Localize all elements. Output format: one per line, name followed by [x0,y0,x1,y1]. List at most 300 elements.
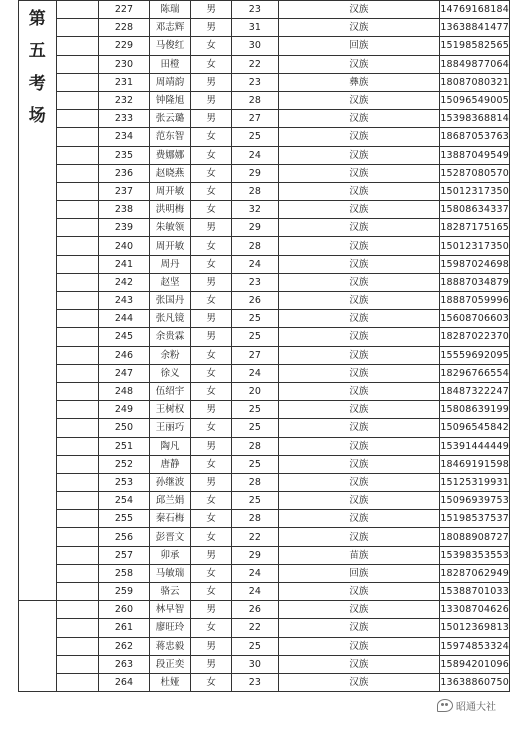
name-cell: 周开敏 [149,182,190,200]
phone-cell: 15894201096 [440,655,510,673]
table-row [19,637,510,655]
age-cell: 28 [232,237,278,255]
name-cell: 廖旺玲 [149,619,190,637]
ethnicity-cell: 汉族 [278,473,440,491]
age-cell: 23 [232,273,278,291]
seat-number-cell: 260 [99,601,150,619]
seat-number-cell: 235 [99,146,150,164]
blank-cell [56,164,99,182]
gender-cell: 男 [191,310,232,328]
seat-number-cell: 242 [99,273,150,291]
table-row [19,564,510,582]
gender-cell: 男 [191,273,232,291]
gender-cell: 女 [191,419,232,437]
age-cell: 32 [232,201,278,219]
blank-cell [56,110,99,128]
blank-cell [56,19,99,37]
phone-cell: 15012369813 [440,619,510,637]
phone-cell: 18087080321 [440,73,510,91]
phone-cell: 15287080570 [440,164,510,182]
blank-cell [56,673,99,691]
table-row [19,146,510,164]
phone-cell: 13638860750 [440,673,510,691]
phone-cell: 18849877064 [440,55,510,73]
table-row [19,201,510,219]
blank-cell [56,91,99,109]
blank-cell [56,601,99,619]
gender-cell: 男 [191,655,232,673]
blank-cell [56,273,99,291]
exam-room-label [19,1,57,601]
gender-cell: 女 [191,146,232,164]
phone-cell: 15608706603 [440,310,510,328]
age-cell: 22 [232,55,278,73]
ethnicity-cell: 汉族 [278,382,440,400]
exam-room-char: 考 [28,73,46,94]
ethnicity-cell: 汉族 [278,419,440,437]
age-cell: 26 [232,601,278,619]
name-cell: 赵晓燕 [149,164,190,182]
gender-cell: 女 [191,528,232,546]
name-cell: 徐义 [149,364,190,382]
name-cell: 张国丹 [149,292,190,310]
table-row [19,164,510,182]
ethnicity-cell: 汉族 [278,110,440,128]
gender-cell: 男 [191,473,232,491]
name-cell: 杜娅 [149,673,190,691]
ethnicity-cell: 汉族 [278,182,440,200]
table-row [19,364,510,382]
ethnicity-cell: 汉族 [278,455,440,473]
ethnicity-cell: 汉族 [278,55,440,73]
seat-number-cell: 249 [99,401,150,419]
table-row [19,382,510,400]
name-cell: 余粉 [149,346,190,364]
table-row [19,182,510,200]
age-cell: 28 [232,182,278,200]
seat-number-cell: 233 [99,110,150,128]
name-cell: 钟隆旭 [149,91,190,109]
ethnicity-cell: 汉族 [278,364,440,382]
blank-cell [56,182,99,200]
ethnicity-cell: 汉族 [278,273,440,291]
ethnicity-cell: 汉族 [278,510,440,528]
ethnicity-cell: 汉族 [278,255,440,273]
watermark-text: 昭通大社 [456,702,496,713]
phone-cell: 15974853324 [440,637,510,655]
ethnicity-cell: 汉族 [278,655,440,673]
ethnicity-cell: 汉族 [278,437,440,455]
ethnicity-cell: 汉族 [278,637,440,655]
table-row [19,128,510,146]
phone-cell: 18887059996 [440,292,510,310]
ethnicity-cell: 汉族 [278,328,440,346]
gender-cell: 女 [191,564,232,582]
name-cell: 邓志辉 [149,19,190,37]
gender-cell: 男 [191,401,232,419]
gender-cell: 女 [191,455,232,473]
ethnicity-cell: 汉族 [278,19,440,37]
age-cell: 20 [232,382,278,400]
gender-cell: 女 [191,292,232,310]
seat-number-cell: 264 [99,673,150,691]
blank-cell [56,146,99,164]
blank-cell [56,655,99,673]
table-row [19,601,510,619]
ethnicity-cell: 汉族 [278,201,440,219]
phone-cell: 18487322247 [440,382,510,400]
table-row [19,237,510,255]
table-row [19,546,510,564]
name-cell: 洪明梅 [149,201,190,219]
gender-cell: 女 [191,164,232,182]
phone-cell: 18287062949 [440,564,510,582]
exam-room-char: 场 [28,105,46,126]
blank-cell [56,310,99,328]
table-row [19,437,510,455]
seat-number-cell: 228 [99,19,150,37]
table-row [19,455,510,473]
age-cell: 24 [232,255,278,273]
gender-cell: 男 [191,19,232,37]
age-cell: 22 [232,528,278,546]
seat-number-cell: 251 [99,437,150,455]
age-cell: 29 [232,219,278,237]
age-cell: 25 [232,492,278,510]
ethnicity-cell: 汉族 [278,146,440,164]
seat-number-cell: 246 [99,346,150,364]
phone-cell: 15198537537 [440,510,510,528]
seat-number-cell: 243 [99,292,150,310]
seat-number-cell: 237 [99,182,150,200]
age-cell: 25 [232,419,278,437]
blank-cell [56,292,99,310]
gender-cell: 女 [191,510,232,528]
name-cell: 张凡镜 [149,310,190,328]
gender-cell: 女 [191,583,232,601]
table-row [19,510,510,528]
phone-cell: 18887034879 [440,273,510,291]
seat-number-cell: 262 [99,637,150,655]
name-cell: 彭晋文 [149,528,190,546]
age-cell: 25 [232,128,278,146]
age-cell: 24 [232,146,278,164]
seat-number-cell: 252 [99,455,150,473]
blank-cell [56,346,99,364]
seat-number-cell: 256 [99,528,150,546]
phone-cell: 15808639199 [440,401,510,419]
gender-cell: 女 [191,55,232,73]
gender-cell: 女 [191,673,232,691]
phone-cell: 13638841477 [440,19,510,37]
ethnicity-cell: 汉族 [278,346,440,364]
seat-number-cell: 231 [99,73,150,91]
age-cell: 25 [232,401,278,419]
blank-cell [56,201,99,219]
blank-cell [56,473,99,491]
blank-cell [56,219,99,237]
name-cell: 林早智 [149,601,190,619]
table-row [19,292,510,310]
age-cell: 26 [232,292,278,310]
blank-cell [56,255,99,273]
table-row [19,328,510,346]
seat-number-cell: 250 [99,419,150,437]
phone-cell: 15808634337 [440,201,510,219]
phone-cell: 18088908727 [440,528,510,546]
phone-cell: 18287022370 [440,328,510,346]
age-cell: 25 [232,310,278,328]
phone-cell: 15388701033 [440,583,510,601]
name-cell: 骆云 [149,583,190,601]
seat-number-cell: 230 [99,55,150,73]
age-cell: 24 [232,564,278,582]
blank-cell [56,37,99,55]
gender-cell: 女 [191,182,232,200]
gender-cell: 男 [191,73,232,91]
name-cell: 孙继波 [149,473,190,491]
gender-cell: 女 [191,237,232,255]
seat-number-cell: 261 [99,619,150,637]
blank-cell [56,55,99,73]
seat-number-cell: 236 [99,164,150,182]
name-cell: 周开敏 [149,237,190,255]
blank-cell [56,128,99,146]
phone-cell: 14769168184 [440,1,510,19]
name-cell: 唐静 [149,455,190,473]
ethnicity-cell: 回族 [278,564,440,582]
watermark [437,698,496,713]
table-row [19,73,510,91]
age-cell: 27 [232,346,278,364]
blank-cell [56,419,99,437]
phone-cell: 18469191598 [440,455,510,473]
gender-cell: 女 [191,128,232,146]
name-cell: 赵坚 [149,273,190,291]
ethnicity-cell: 汉族 [278,492,440,510]
seat-number-cell: 241 [99,255,150,273]
blank-cell [56,637,99,655]
table-row [19,528,510,546]
exam-room-char: 五 [28,41,46,62]
blank-cell [56,619,99,637]
ethnicity-cell: 回族 [278,37,440,55]
ethnicity-cell: 汉族 [278,91,440,109]
gender-cell: 男 [191,219,232,237]
seat-number-cell: 263 [99,655,150,673]
table-row [19,55,510,73]
ethnicity-cell: 汉族 [278,1,440,19]
phone-cell: 18287175165 [440,219,510,237]
seat-number-cell: 259 [99,583,150,601]
phone-cell: 13308704626 [440,601,510,619]
exam-room-label-next [19,601,57,692]
blank-cell [56,455,99,473]
blank-cell [56,564,99,582]
seat-number-cell: 244 [99,310,150,328]
name-cell: 朱敏领 [149,219,190,237]
age-cell: 28 [232,510,278,528]
name-cell: 伍绍宇 [149,382,190,400]
phone-cell: 15096549005 [440,91,510,109]
ethnicity-cell: 汉族 [278,128,440,146]
age-cell: 28 [232,473,278,491]
name-cell: 费娜娜 [149,146,190,164]
ethnicity-cell: 汉族 [278,401,440,419]
gender-cell: 女 [191,346,232,364]
seat-number-cell: 254 [99,492,150,510]
gender-cell: 女 [191,37,232,55]
seat-number-cell: 258 [99,564,150,582]
table-row [19,419,510,437]
gender-cell: 男 [191,1,232,19]
table-row [19,255,510,273]
table-row [19,346,510,364]
chat-bubble-icon [437,699,453,712]
phone-cell: 13887049549 [440,146,510,164]
phone-cell: 18296766554 [440,364,510,382]
name-cell: 马敏瑞 [149,564,190,582]
age-cell: 23 [232,73,278,91]
blank-cell [56,583,99,601]
gender-cell: 女 [191,364,232,382]
phone-cell: 15012317350 [440,182,510,200]
age-cell: 23 [232,673,278,691]
age-cell: 22 [232,619,278,637]
seat-number-cell: 247 [99,364,150,382]
blank-cell [56,364,99,382]
age-cell: 28 [232,91,278,109]
seat-number-cell: 255 [99,510,150,528]
seat-number-cell: 227 [99,1,150,19]
gender-cell: 男 [191,546,232,564]
phone-cell: 15398368814 [440,110,510,128]
age-cell: 25 [232,455,278,473]
seat-number-cell: 238 [99,201,150,219]
table-row [19,110,510,128]
ethnicity-cell: 汉族 [278,619,440,637]
seat-number-cell: 229 [99,37,150,55]
gender-cell: 女 [191,255,232,273]
gender-cell: 女 [191,382,232,400]
phone-cell: 15987024698 [440,255,510,273]
table-row [19,583,510,601]
ethnicity-cell: 汉族 [278,310,440,328]
blank-cell [56,437,99,455]
phone-cell: 15398353553 [440,546,510,564]
blank-cell [56,328,99,346]
age-cell: 27 [232,110,278,128]
seat-number-cell: 240 [99,237,150,255]
seat-number-cell: 245 [99,328,150,346]
name-cell: 马俊红 [149,37,190,55]
ethnicity-cell: 汉族 [278,292,440,310]
table-row [19,492,510,510]
age-cell: 28 [232,437,278,455]
phone-cell: 18687053763 [440,128,510,146]
name-cell: 周丹 [149,255,190,273]
gender-cell: 男 [191,601,232,619]
seat-number-cell: 234 [99,128,150,146]
ethnicity-cell: 汉族 [278,673,440,691]
gender-cell: 男 [191,437,232,455]
table-row [19,619,510,637]
ethnicity-cell: 彝族 [278,73,440,91]
name-cell: 张云璐 [149,110,190,128]
ethnicity-cell: 汉族 [278,219,440,237]
gender-cell: 男 [191,110,232,128]
blank-cell [56,546,99,564]
name-cell: 秦石梅 [149,510,190,528]
table-row [19,1,510,19]
gender-cell: 男 [191,91,232,109]
phone-cell: 15096939753 [440,492,510,510]
seat-number-cell: 253 [99,473,150,491]
name-cell: 蒋忠毅 [149,637,190,655]
blank-cell [56,73,99,91]
blank-cell [56,510,99,528]
name-cell: 范东智 [149,128,190,146]
name-cell: 陶凡 [149,437,190,455]
age-cell: 24 [232,364,278,382]
table-row [19,310,510,328]
seat-number-cell: 232 [99,91,150,109]
name-cell: 卯承 [149,546,190,564]
name-cell: 段正奕 [149,655,190,673]
age-cell: 24 [232,583,278,601]
phone-cell: 15391444449 [440,437,510,455]
table-row [19,219,510,237]
table-row [19,673,510,691]
name-cell: 田橙 [149,55,190,73]
age-cell: 23 [232,1,278,19]
ethnicity-cell: 汉族 [278,583,440,601]
seat-number-cell: 257 [99,546,150,564]
table-row [19,473,510,491]
name-cell: 周靖韵 [149,73,190,91]
gender-cell: 女 [191,492,232,510]
phone-cell: 15198582565 [440,37,510,55]
blank-cell [56,1,99,19]
blank-cell [56,492,99,510]
age-cell: 29 [232,164,278,182]
name-cell: 余贵霖 [149,328,190,346]
ethnicity-cell: 汉族 [278,528,440,546]
age-cell: 25 [232,637,278,655]
ethnicity-cell: 汉族 [278,237,440,255]
name-cell: 王树权 [149,401,190,419]
blank-cell [56,401,99,419]
table-row [19,19,510,37]
seat-number-cell: 248 [99,382,150,400]
blank-cell [56,237,99,255]
age-cell: 25 [232,328,278,346]
ethnicity-cell: 汉族 [278,164,440,182]
table-row [19,401,510,419]
phone-cell: 15096545842 [440,419,510,437]
exam-room-char: 第 [28,9,46,29]
blank-cell [56,528,99,546]
name-cell: 陈瑞 [149,1,190,19]
gender-cell: 男 [191,637,232,655]
age-cell: 31 [232,19,278,37]
ethnicity-cell: 苗族 [278,546,440,564]
age-cell: 30 [232,655,278,673]
table-row [19,655,510,673]
roster-table [18,0,510,692]
phone-cell: 15559692095 [440,346,510,364]
roster-body [19,1,510,692]
